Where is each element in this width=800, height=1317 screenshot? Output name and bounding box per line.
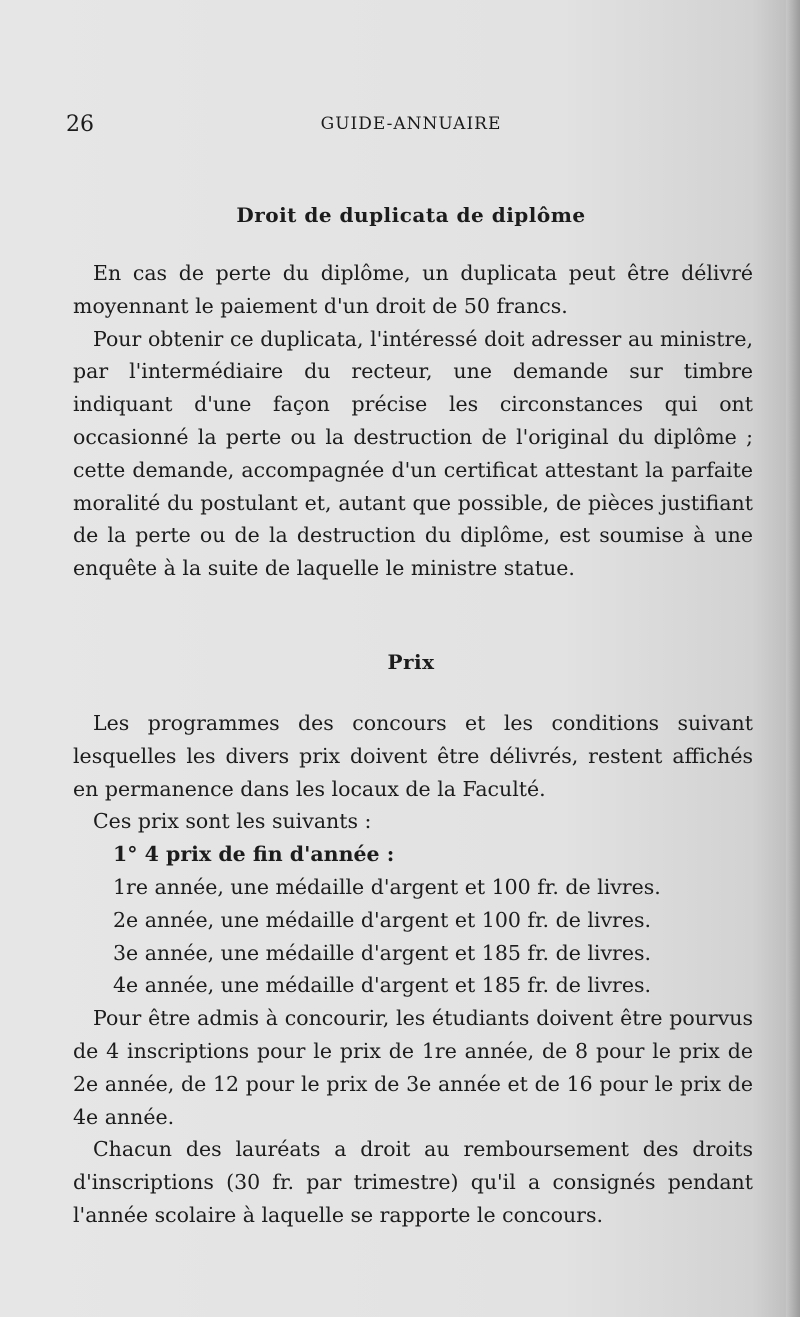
page-header: [66, 112, 756, 142]
paragraph: Pour obtenir ce duplicata, l'intéressé doit adresser au ministre, par l'intermédiaire du recteur, une demande sur timbre indiquant d'une façon précise les circonstances qui ont occasionné la perte ou la destruction de l'original du diplôme ; cette demande, accompagnée d'un certificat attestant la parfaite moralité du postulant et, autant que possible, de pièces justifiant de la perte ou de la destruction du diplôme, est soumise à une enquête à la suite de laquelle le ministre statue.: [73, 326, 753, 581]
section-body-duplicata: [73, 257, 753, 585]
paragraph: En cas de perte du diplôme, un duplicata peut être délivré moyennant le paiement d'un droit de 50 francs.: [73, 261, 753, 318]
prize-list-item: 4e année, une médaille d'argent et 185 fr. de livres.: [113, 973, 652, 998]
paragraph: Pour être admis à concourir, les étudiants doivent être pourvus de 4 inscriptions pour le prix de 1re année, de 8 pour le prix de 2e année, de 12 pour le prix de 3e année et de 16 pour le prix de 4e année.: [73, 1006, 753, 1129]
section-title-prix: Prix: [387, 650, 435, 674]
page-number: 26: [66, 112, 94, 137]
section-title-duplicata: Droit de duplicata de diplôme: [236, 203, 586, 227]
paragraph: Les programmes des concours et les conditions suivant lesquelles les divers prix doivent être délivrés, restent affichés en permanence dans les locaux de la Faculté.: [73, 711, 753, 801]
running-title: GUIDE-ANNUAIRE: [320, 114, 502, 134]
paragraph: Ces prix sont les suivants :: [93, 809, 372, 834]
prize-list-item: 1re année, une médaille d'argent et 100 fr. de livres.: [113, 874, 661, 899]
paragraph: Chacun des lauréats a droit au remboursement des droits d'inscriptions (30 fr. par trimestre) qu'il a consignés pendant l'année scolaire à laquelle se rapporte le concours.: [73, 1137, 753, 1227]
prize-list-heading: 1° 4 prix de fin d'année :: [113, 842, 395, 867]
page-edge: [786, 0, 800, 1317]
prize-list-item: 2e année, une médaille d'argent et 100 fr. de livres.: [113, 907, 652, 932]
prize-list-item: 3e année, une médaille d'argent et 185 fr. de livres.: [113, 940, 652, 965]
section-body-prix: [73, 707, 753, 1232]
